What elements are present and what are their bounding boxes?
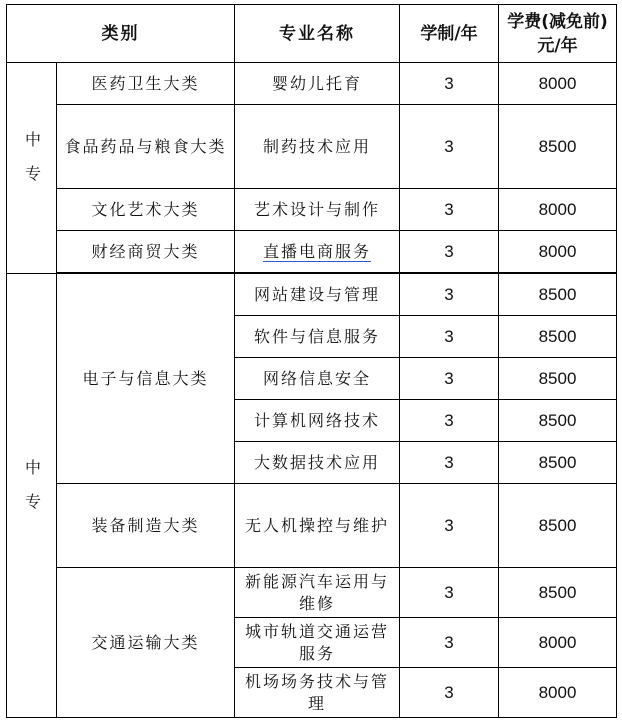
category-cell: 医药卫生大类 [57, 63, 235, 105]
header-fee: 学费(减免前)元/年 [499, 5, 617, 63]
fee-cell: 8000 [499, 63, 617, 105]
years-cell: 3 [400, 484, 499, 568]
major-cell: 无人机操控与维护 [235, 484, 400, 568]
major-cell: 制药技术应用 [235, 105, 400, 189]
table-row [7, 105, 617, 189]
fee-cell: 8500 [499, 105, 617, 189]
category-cell: 文化艺术大类 [57, 189, 235, 231]
years-cell: 3 [400, 442, 499, 484]
years-cell: 3 [400, 668, 499, 718]
header-years: 学制/年 [400, 5, 499, 63]
major-cell: 大数据技术应用 [235, 442, 400, 484]
category-cell: 装备制造大类 [57, 484, 235, 568]
fee-cell: 8500 [499, 274, 617, 316]
major-cell: 网络信息安全 [235, 358, 400, 400]
major-link: 直播电商服务 [262, 241, 371, 261]
category-cell: 电子与信息大类 [57, 274, 235, 484]
fee-cell: 8000 [499, 189, 617, 231]
level-cell: 中专 [7, 63, 57, 274]
years-cell: 3 [400, 316, 499, 358]
fee-cell: 8500 [499, 484, 617, 568]
header-major: 专业名称 [235, 5, 400, 63]
major-cell: 网站建设与管理 [235, 274, 400, 316]
major-cell: 计算机网络技术 [235, 400, 400, 442]
table-row [7, 63, 617, 105]
fee-cell: 8000 [499, 618, 617, 668]
fee-cell: 8500 [499, 568, 617, 618]
fee-cell: 8500 [499, 358, 617, 400]
major-cell: 艺术设计与制作 [235, 189, 400, 231]
major-cell: 婴幼儿托育 [235, 63, 400, 105]
years-cell: 3 [400, 189, 499, 231]
table-row [7, 568, 617, 618]
major-cell: 机场场务技术与管理 [235, 668, 400, 718]
fee-cell: 8500 [499, 316, 617, 358]
fee-cell: 8000 [499, 668, 617, 718]
years-cell: 3 [400, 231, 499, 273]
table-row [7, 189, 617, 231]
tuition-table [6, 4, 617, 718]
years-cell: 3 [400, 568, 499, 618]
years-cell: 3 [400, 63, 499, 105]
category-cell: 食品药品与粮食大类 [57, 105, 235, 189]
years-cell: 3 [400, 274, 499, 316]
header-category: 类别 [7, 5, 235, 63]
major-cell: 软件与信息服务 [235, 316, 400, 358]
fee-cell: 8000 [499, 231, 617, 273]
years-cell: 3 [400, 105, 499, 189]
fee-cell: 8500 [499, 442, 617, 484]
table-row [7, 231, 617, 273]
years-cell: 3 [400, 358, 499, 400]
major-cell: 新能源汽车运用与维修 [235, 568, 400, 618]
table-row [7, 274, 617, 316]
level-cell: 中专 [7, 274, 57, 718]
years-cell: 3 [400, 618, 499, 668]
major-cell [235, 231, 400, 273]
fee-cell: 8500 [499, 400, 617, 442]
category-cell: 交通运输大类 [57, 568, 235, 718]
major-cell: 城市轨道交通运营服务 [235, 618, 400, 668]
category-cell: 财经商贸大类 [57, 231, 235, 273]
years-cell: 3 [400, 400, 499, 442]
table-row [7, 484, 617, 568]
